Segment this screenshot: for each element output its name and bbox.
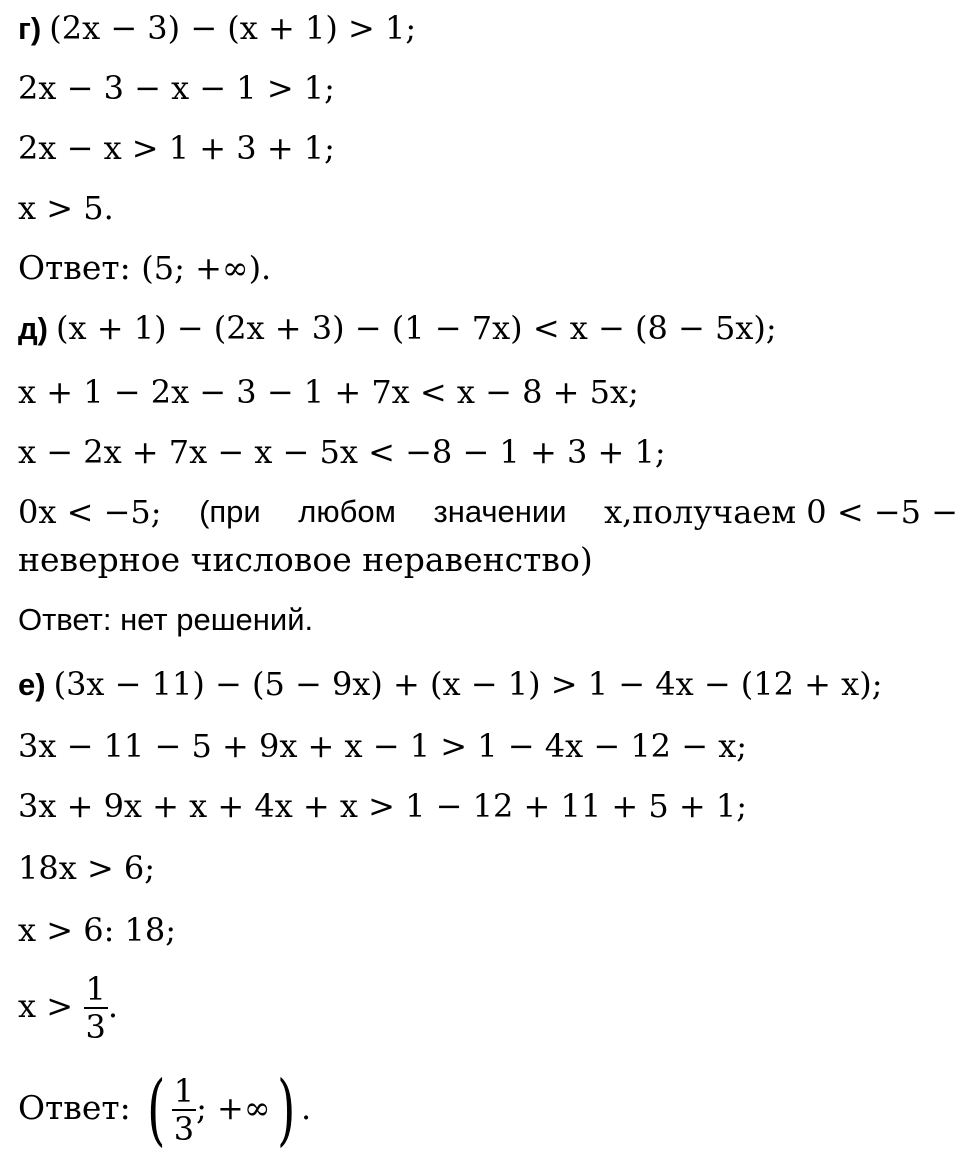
answer-end: . (300, 1089, 312, 1127)
part-e-answer (18, 1065, 312, 1155)
part-g-step: 2x − x > 1 + 3 + 1; (18, 129, 335, 167)
note-segment: значении (433, 494, 567, 529)
answer-label: Ответ: (18, 1088, 131, 1127)
part-e-label: е) (18, 667, 46, 702)
part-e-step: 3x − 11 − 5 + 9x + x − 1 > 1 − 4x − 12 − x; (18, 727, 748, 765)
part-e-step: 18x > 6; (18, 849, 156, 887)
result-lhs: x > (18, 987, 74, 1025)
close-paren: ) (276, 1065, 295, 1155)
answer-label: Ответ: (18, 248, 131, 287)
fraction (84, 971, 108, 1045)
part-e-step: x > 6: 18; (18, 911, 177, 949)
result-end: . (107, 987, 119, 1025)
part-g-answer (18, 248, 271, 288)
note-segment: 0x < −5; (18, 493, 162, 531)
fraction (172, 1073, 196, 1147)
part-g-problem (18, 8, 416, 49)
fraction-numerator: 1 (173, 1072, 195, 1110)
part-d-note-line: неверное числовое неравенство) (18, 540, 593, 579)
note-segment: x,получаем 0 < −5 − (604, 493, 958, 531)
part-d-note-line (18, 492, 958, 532)
part-d-step: x + 1 − 2x − 3 − 1 + 7x < x − 8 + 5x; (18, 373, 639, 411)
fraction-numerator: 1 (85, 970, 106, 1008)
note-segment: любом (298, 494, 396, 529)
part-e-step: 3x + 9x + x + 4x + x > 1 − 12 + 11 + 5 + 1; (18, 787, 748, 825)
part-g-label: г) (18, 11, 42, 46)
part-d-answer: Ответ: нет решений. (18, 602, 314, 637)
fraction-denominator: 3 (85, 1008, 106, 1046)
part-d-problem (18, 308, 777, 349)
open-paren: ( (147, 1065, 166, 1155)
part-e-inequality: (3x − 11) − (5 − 9x) + (x − 1) > 1 − 4x − (12 + x); (53, 665, 883, 703)
part-d-inequality: (x + 1) − (2x + 3) − (1 − 7x) < x − (8 − 5x); (56, 309, 777, 347)
fraction-denominator: 3 (173, 1110, 195, 1148)
part-d-label: д) (18, 311, 49, 346)
part-g-inequality: (2x − 3) − (x + 1) > 1; (49, 9, 417, 47)
answer-value: (5; +∞). (141, 249, 272, 287)
note-segment: (при (199, 494, 261, 529)
part-g-step: x > 5. (18, 189, 114, 227)
part-e-result (18, 968, 118, 1045)
answer-interval-rest: ; +∞ (196, 1089, 271, 1127)
part-d-step: x − 2x + 7x − x − 5x < −8 − 1 + 3 + 1; (18, 433, 666, 471)
part-g-step: 2x − 3 − x − 1 > 1; (18, 69, 335, 107)
part-e-problem (18, 664, 882, 705)
